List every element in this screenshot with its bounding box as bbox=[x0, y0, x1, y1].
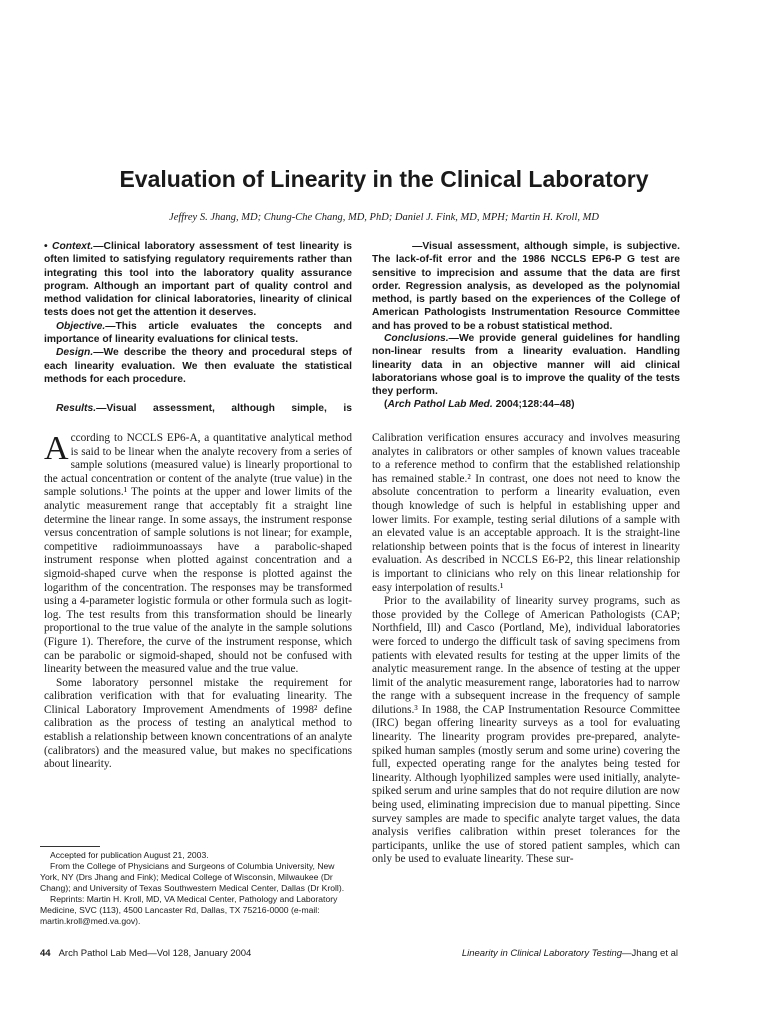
abstract-results-continued bbox=[372, 240, 680, 332]
abstract-objective: Objective.—This article evaluates the concepts and importance of linearity evaluations for clinical tests. bbox=[44, 320, 352, 346]
abstract-conclusions: Conclusions.—We provide general guidelines for handling non-linear results from a linearity evaluation. Handling linearity data in an objective manner will aid clinical laboratorians whose goal is to improve the quality of the tests they perform. bbox=[372, 333, 680, 398]
bullet-icon: • bbox=[44, 241, 53, 252]
page-footer-right bbox=[462, 948, 678, 959]
running-title: Linearity in Clinical Laboratory Testing bbox=[461, 948, 623, 959]
page-footer-left bbox=[40, 948, 251, 959]
abstract-context: • Context.—Clinical laboratory assessment of test linearity is often limited to satisfying regulatory requirements rather than integrating this tool into the laboratory quality assurance program. Although an important part of quality control and method validation for clinical laboratories, linearity of clinical tests does not get the attention it deserves. bbox=[44, 241, 352, 319]
body-left-column bbox=[44, 432, 352, 772]
abstract-citation: (Arch Pathol Lab Med. 2004;128:44–48) bbox=[384, 399, 575, 411]
body-right-column bbox=[372, 432, 680, 940]
body-paragraph-2: Some laboratory personnel mistake the requirement for calibration verification with that for evaluating linearity. The Clinical Laboratory Improvement Amendments of 1998² define calibration as the process of testing an analytical method to establish a relationship between known concentrations of an analyte (calibrators) and the measured value, but makes no specifications about linearity. bbox=[44, 676, 352, 771]
abstract-results-start: Results.—Visual assessment, although simple, is bbox=[56, 403, 352, 414]
footnotes bbox=[40, 850, 352, 927]
author-list: Jeffrey S. Jhang, MD; Chung-Che Chang, MD, PhD; Daniel J. Fink, MD, MPH; Martin H. Kroll, MD bbox=[169, 212, 599, 223]
footnote-reprints: Reprints: Martin H. Kroll, MD, VA Medical Center, Pathology and Laboratory Medicine, SVC (113), 4500 Lancaster Rd, Dallas, TX 75216-0000 (e-mail: martin.kroll@med.va.gov). bbox=[40, 894, 338, 926]
abstract-left-column bbox=[44, 240, 352, 386]
article-title: Evaluation of Linearity in the Clinical Laboratory bbox=[119, 166, 649, 192]
body-paragraph-4: Prior to the availability of linearity survey programs, such as those provided by the College of American Pathologists (CAP; Northfield, Ill) and Casco (Portland, Me), individual laboratories were forced to undergo the difficult task of saving specimens from patients with elevated results for testing at the upper limits of the analytic measurement range. In the absence of testing at the upper limit of the analytic measurement range, laboratories had to narrow the range with a subsequent increase in the frequency of sample dilutions.³ In 1988, the CAP Instrumentation Resource Committee (IRC) began offering linearity surveys as a tool for evaluating linearity. The linearity program provides pre-prepared, analyte-spiked human samples (mostly serum and some urine) covering the full, expected operating range for the analytes being tested for linearity. Although lyophilized samples were used initially, analyte-spiked serum and urine samples that do not require dilution are now being used, eliminating imprecision due to manual pipetting. Since survey samples are made to specific analyte target values, the data analysis verifies calibration within preset tolerances for the participants, unlike the use of stored patient samples, which can only be used to evaluate linearity. These sur- bbox=[372, 595, 680, 866]
footnote-affiliations: From the College of Physicians and Surgeons of Columbia University, New York, NY (Drs Jhang and Fink); Medical College of Wisconsin, Milwaukee (Dr Chang); and University of Texas Southwestern Medical Center, Dallas (Dr Kroll). bbox=[40, 861, 345, 893]
body-paragraph-1: According to NCCLS EP6-A, a quantitative analytical method is said to be linear when the analyte recovery from a series of sample solutions (measured value) is linearly proportional to the actual concentration or content of the analyte (true value) in the sample solutions.¹ The points at the upper and lower limits of the analytic measurement range that acceptably fit a straight line determine the linear range. In some assays, the instrument response versus concentration of sample solutions is not linear; for example, competitive radioimmunoassays have a parabolic-shaped instrument response when plotted against concentration and a sigmoid-shaped curve when the response is plotted against the logarithm of the concentration. The responses may be transformed using a 4-parameter logistic formula or other formula such as logit-log. The test results from this transformation should be linearly proportional to the true value of the analyte in the sample solutions (Figure 1). Therefore, the curve of the instrument response, which can be parabolic or sigmoid-shaped, should not be confused with linearity between the measured value and the true value. bbox=[44, 430, 352, 676]
body-paragraph-3: Calibration verification ensures accuracy and involves measuring analytes in calibrators or other samples of known values traceable to a reference method to confirm that the established relationship has remained stable.² In contrast, one does not need to know the absolute concentration to perform a linearity evaluation, even though knowledge of such is helpful in establishing upper and lower limits. For example, testing serial dilutions of a sample with an elevated value is an acceptable approach. It is the straight-line relationship between points that is the focus of interest in linearity evaluation. As described in NCCLS E6-P2, this linear relationship is important to clinicians who rely on this linear relationship for easy interpolation of results.¹ bbox=[372, 432, 680, 594]
journal-info: Arch Pathol Lab Med—Vol 128, January 2004 bbox=[58, 948, 252, 959]
results-overflow-text: —Visual assessment, although simple, is subjective. The lack-of-fit error and the 1986 NCCLS EP6-P G test are sensitive to imprecision and assume that the data are first order. Regression analysis, as developed as the polynomial method, is partly based on the experiences of the College of American Pathologists Instrumentation Resource Committee and has proved to be a robust statistical method. bbox=[372, 241, 680, 332]
page-number: 44 bbox=[40, 948, 51, 959]
drop-cap: A bbox=[44, 430, 69, 467]
abstract-design: Design.—We describe the theory and procedural steps of each linearity evaluation. We then evaluate the statistical methods for each procedure. bbox=[44, 347, 352, 385]
abstract-right-column bbox=[372, 332, 680, 412]
running-authors: —Jhang et al bbox=[622, 948, 678, 959]
footnote-accepted: Accepted for publication August 21, 2003. bbox=[50, 850, 209, 860]
footnote-divider bbox=[40, 846, 100, 847]
